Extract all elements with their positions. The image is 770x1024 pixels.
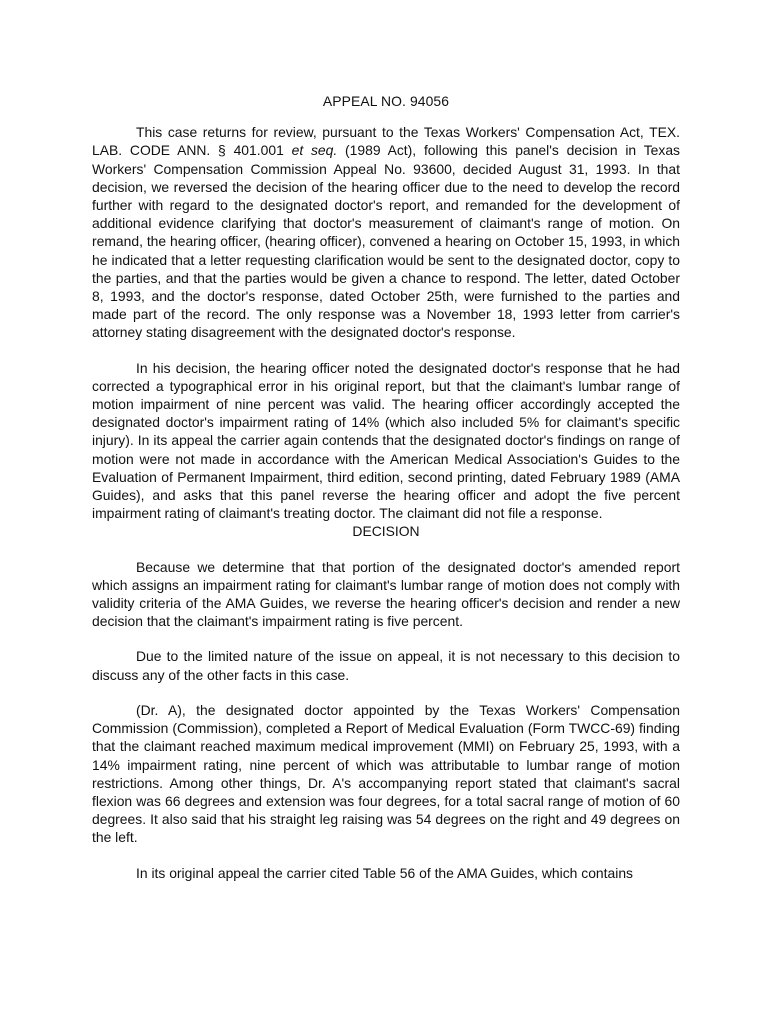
paragraph-designated-doctor: (Dr. A), the designated doctor appointed by the Texas Workers' Compensation Commission (Commission), completed a Report of Medical Evaluation (Form TWCC-69) finding that the claimant reached maximum medical improvement (MMI) on February 25, 1993, with a 14% impairment rating, nine percent of which was attributable to lumbar range of motion restrictions. Among other things, Dr. A's accompanying report stated that claimant's sacral flexion was 66 degrees and extension was four degrees, for a total sacral range of motion of 60 degrees. It also said that his straight leg raising was 54 degrees on the right and 49 degrees on the left. bbox=[92, 701, 680, 846]
paragraph-hearing-officer-decision: In his decision, the hearing officer noted the designated doctor's response that he had corrected a typographical error in his original report, but that the claimant's lumbar range of motion impairment of nine percent was valid. The hearing officer accordingly accepted the designated doctor's impairment rating of 14% (which also included 5% for claimant's specific injury). In its appeal the carrier again contends that the designated doctor's findings on range of motion were not made in accordance with the American Medical Association's Guides to the Evaluation of Permanent Impairment, third edition, second printing, dated February 1989 (AMA Guides), and asks that this panel reverse the hearing officer and adopt the five percent impairment rating of claimant's treating doctor. The claimant did not file a response. bbox=[92, 359, 680, 522]
paragraph-limited-issue: Due to the limited nature of the issue on appeal, it is not necessary to this decision to discuss any of the other facts in this case. bbox=[92, 648, 680, 683]
paragraph-text: This case returns for review, pursuant to the Texas Workers' Compensation Act, TEX. LAB. CODE ANN. § 401.001 bbox=[92, 124, 680, 159]
document-title: APPEAL NO. 94056 bbox=[322, 93, 450, 109]
paragraph-decision-summary: Because we determine that that portion of the designated doctor's amended report which assigns an impairment rating for claimant's lumbar range of motion does not comply with validity criteria of the AMA Guides, we reverse the hearing officer's decision and render a new decision that the claimant's impairment rating is five percent. bbox=[92, 558, 680, 630]
paragraph-text: (1989 Act), following this panel's decision in Texas Workers' Compensation Commission Appeal No. 93600, decided August 31, 1993. In that decision, we reversed the decision of the hearing officer due to the need to develop the record further with regard to the designated doctor's report, and remanded for the development of additional evidence clarifying that doctor's measurement of claimant's range of motion. On remand, the hearing officer, (hearing officer), convened a hearing on October 15, 1993, in which he indicated that a letter requesting clarification would be sent to the designated doctor, copy to the parties, and that the parties would be given a chance to respond. The letter, dated October 8, 1993, and the doctor's response, dated October 25th, were furnished to the parties and made part of the record. The only response was a November 18, 1993 letter from carrier's attorney stating disagreement with the designated doctor's response. bbox=[92, 142, 680, 341]
paragraph-italic-text: et seq. bbox=[291, 142, 338, 159]
document-page bbox=[92, 92, 680, 899]
paragraph-original-appeal: In its original appeal the carrier cited Table 56 of the AMA Guides, which contains bbox=[136, 864, 634, 881]
paragraph-case-background bbox=[92, 123, 680, 341]
section-heading-decision: DECISION bbox=[352, 523, 420, 540]
